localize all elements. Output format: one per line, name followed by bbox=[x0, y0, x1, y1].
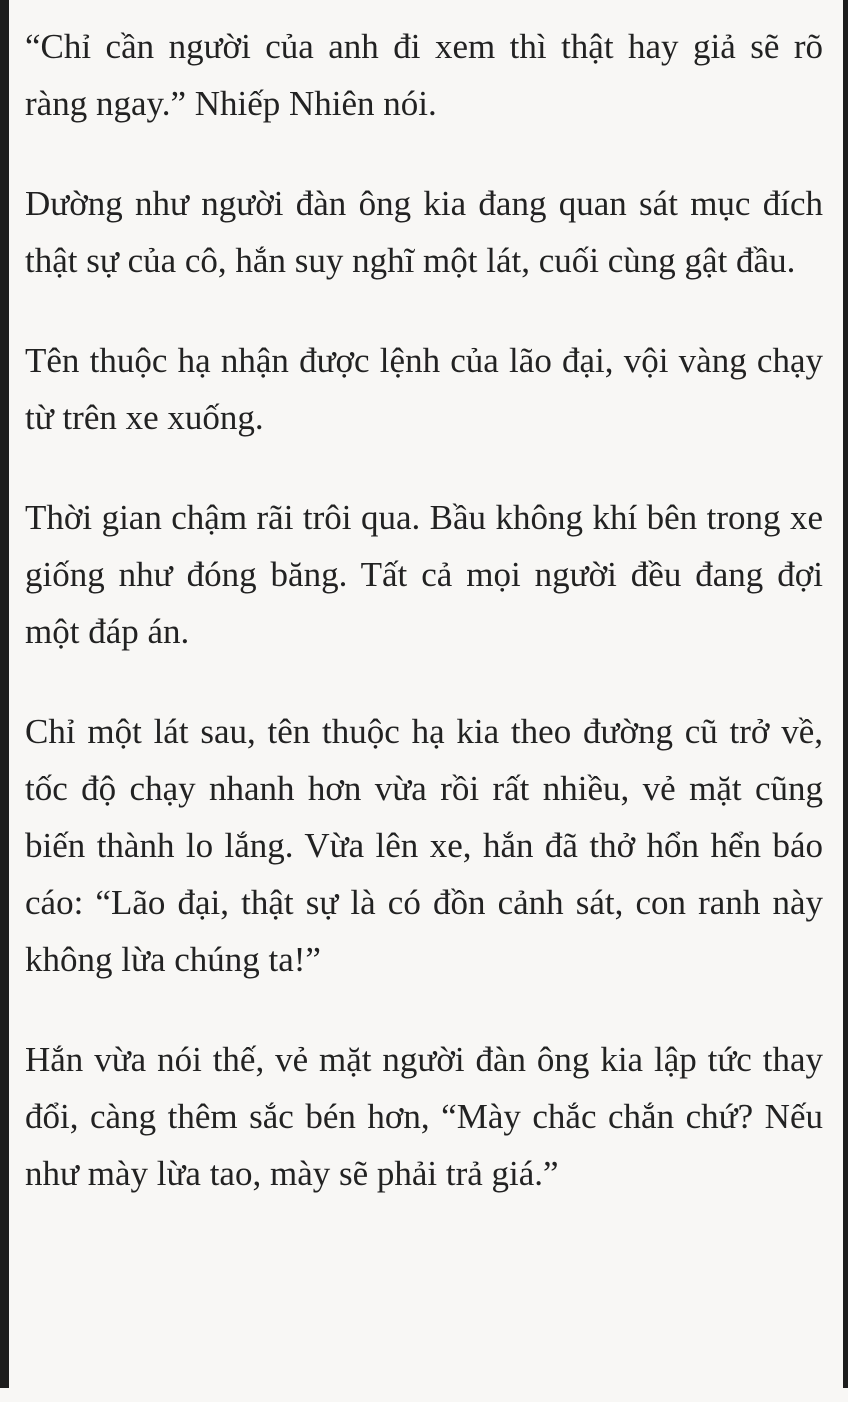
paragraph: Hắn vừa nói thế, vẻ mặt người đàn ông kia lập tức thay đổi, càng thêm sắc bén hơn, “Mày chắc chắn chứ? Nếu như mày lừa tao, mày sẽ phải trả giá.” bbox=[25, 1040, 823, 1193]
paragraph: Tên thuộc hạ nhận được lệnh của lão đại, vội vàng chạy từ trên xe xuống. bbox=[25, 341, 823, 437]
paragraph: Dường như người đàn ông kia đang quan sát mục đích thật sự của cô, hắn suy nghĩ một lát, cuối cùng gật đầu. bbox=[25, 184, 823, 280]
page-left-edge-bar bbox=[0, 0, 9, 1388]
paragraph: Thời gian chậm rãi trôi qua. Bầu không khí bên trong xe giống như đóng băng. Tất cả mọi người đều đang đợi một đáp án. bbox=[25, 498, 823, 651]
paragraph: Chỉ một lát sau, tên thuộc hạ kia theo đường cũ trở về, tốc độ chạy nhanh hơn vừa rồi rất nhiều, vẻ mặt cũng biến thành lo lắng. Vừa lên xe, hắn đã thở hổn hển báo cáo: “Lão đại, thật sự là có đồn cảnh sát, con ranh này không lừa chúng ta!” bbox=[25, 712, 823, 979]
reader-text-area bbox=[9, 0, 843, 1202]
paragraph: “Chỉ cần người của anh đi xem thì thật hay giả sẽ rõ ràng ngay.” Nhiếp Nhiên nói. bbox=[25, 27, 823, 123]
page-right-edge-bar bbox=[843, 0, 848, 1388]
